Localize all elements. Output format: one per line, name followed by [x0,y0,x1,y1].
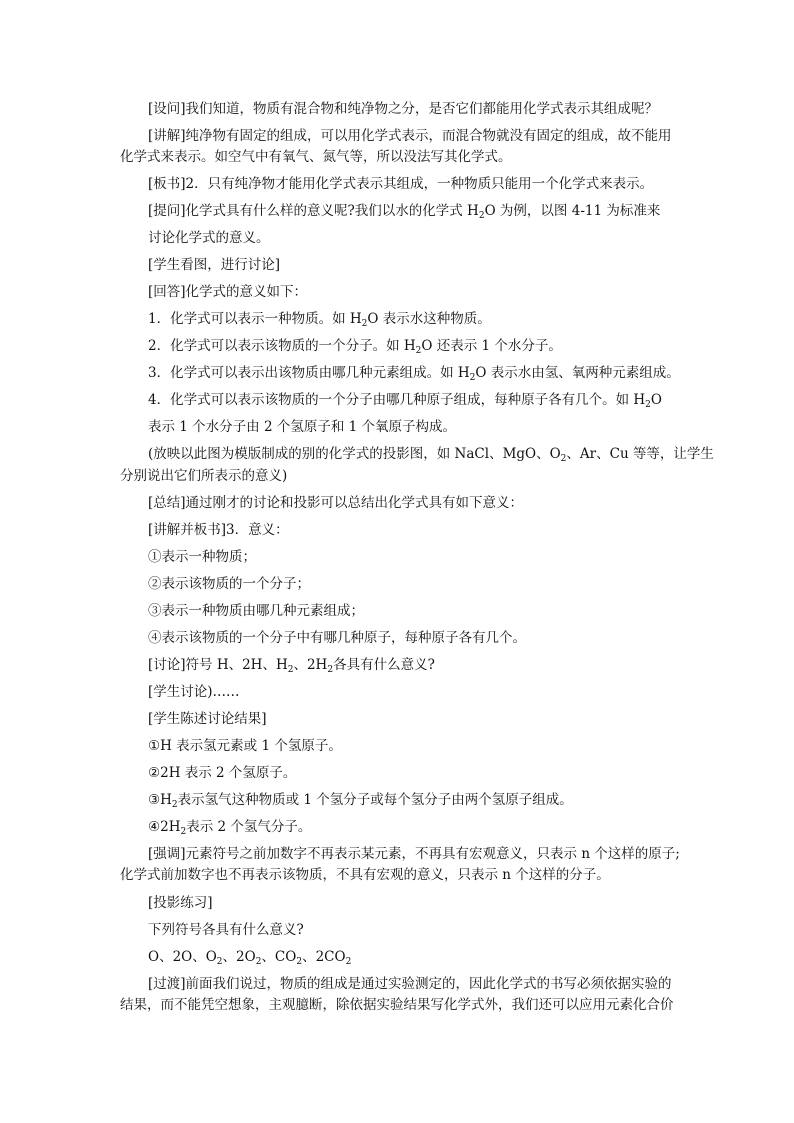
text-line: 化学式前加数字也不再表示该物质，不具有宏观的意义，只表示 n 个这样的分子。 [120,867,610,883]
text-line: ①表示一种物质； [148,549,256,565]
text-line: 结果，而不能凭空想象，主观臆断，除依据实验结果写化学式外，我们还可以应用元素化合价 [120,997,674,1013]
text-line: [讲解并板书]3．意义： [148,522,289,538]
text-line: ③表示一种物质由哪几种元素组成； [148,603,364,619]
text-line: 1．化学式可以表示一种物质。如 $H_2O$ 表示水这种物质。 [148,311,491,329]
text-line: $③H_2$表示氢气这种物质或 1 个氢分子或每个氢分子由两个氢原子组成。 [148,792,573,810]
text-line: (放映以此图为模版制成的别的化学式的投影图，如 NaCl、MgO、$O_2$、Ar、Cu 等等，让学生 [148,446,714,464]
text-line: ①H 表示氢元素或 1 个氢原子。 [148,738,342,754]
text-line: [投影练习] [148,895,213,911]
text-line: [学生讨论)…… [148,684,240,700]
text-line: [提问]化学式具有什么样的意义呢?我们以水的化学式 $H_2O$ 为例，以图 4-11 为标准来 [148,203,661,221]
text-line: 讨论化学式的意义。 [148,230,270,246]
text-line: ④表示该物质的一个分子中有哪几种原子，每种原子各有几个。 [148,630,526,646]
text-line: [学生陈述讨论结果] [148,711,267,727]
text-line: 下列符号各具有什么意义? [148,922,304,938]
text-line: [设问]我们知道，物质有混合物和纯净物之分，是否它们都能用化学式表示其组成呢？ [148,101,659,117]
text-line: ②2H 表示 2 个氢原子。 [148,765,297,781]
text-line: 化学式来表示。如空气中有氧气、氮气等，所以没法写其化学式。 [120,149,512,165]
text-line: [学生看图，进行讨论] [148,257,281,273]
text-line: [讨论]符号 H、2H、$H_2$、$2H_2$各具有什么意义? [148,657,435,675]
text-line: [总结]通过刚才的讨论和投影可以总结出化学式具有如下意义： [148,495,524,511]
text-line: 分别说出它们所表示的意义) [120,468,288,484]
text-line: [回答]化学式的意义如下： [148,284,308,300]
text-line: 表示 1 个水分子由 2 个氢原子和 1 个氧原子构成。 [148,419,457,435]
text-line: 2．化学式可以表示该物质的一个分子。如 $H_2O$ 还表示 1 个水分子。 [148,338,562,356]
text-line: O、2O、$O_2$、$2O_2$、$CO_2$、$2CO_2$ [148,949,352,967]
text-line: 4．化学式可以表示该物质的一个分子由哪几种原子组成，每种原子各有几个。如 $H_2O$ [148,392,662,410]
text-line: $④2H_2$表示 2 个氢气分子。 [148,819,312,837]
text-line: [板书]2．只有纯净物才能用化学式表示其组成，一种物质只能用一个化学式来表示。 [148,176,654,192]
text-line: ②表示该物质的一个分子； [148,576,310,592]
text-line: [讲解]纯净物有固定的组成，可以用化学式表示，而混合物就没有固定的组成，故不能用 [148,128,672,144]
text-line: 3．化学式可以表示出该物质由哪几种元素组成。如 $H_2O$ 表示水由氢、氧两种元素组成。 [148,365,680,383]
text-line: [过渡]前面我们说过，物质的组成是通过实验测定的，因此化学式的书写必须依据实验的 [148,976,672,992]
text-line: [强调]元素符号之前加数字不再表示某元素，不再具有宏观意义，只表示 n 个这样的原子; [148,846,680,862]
